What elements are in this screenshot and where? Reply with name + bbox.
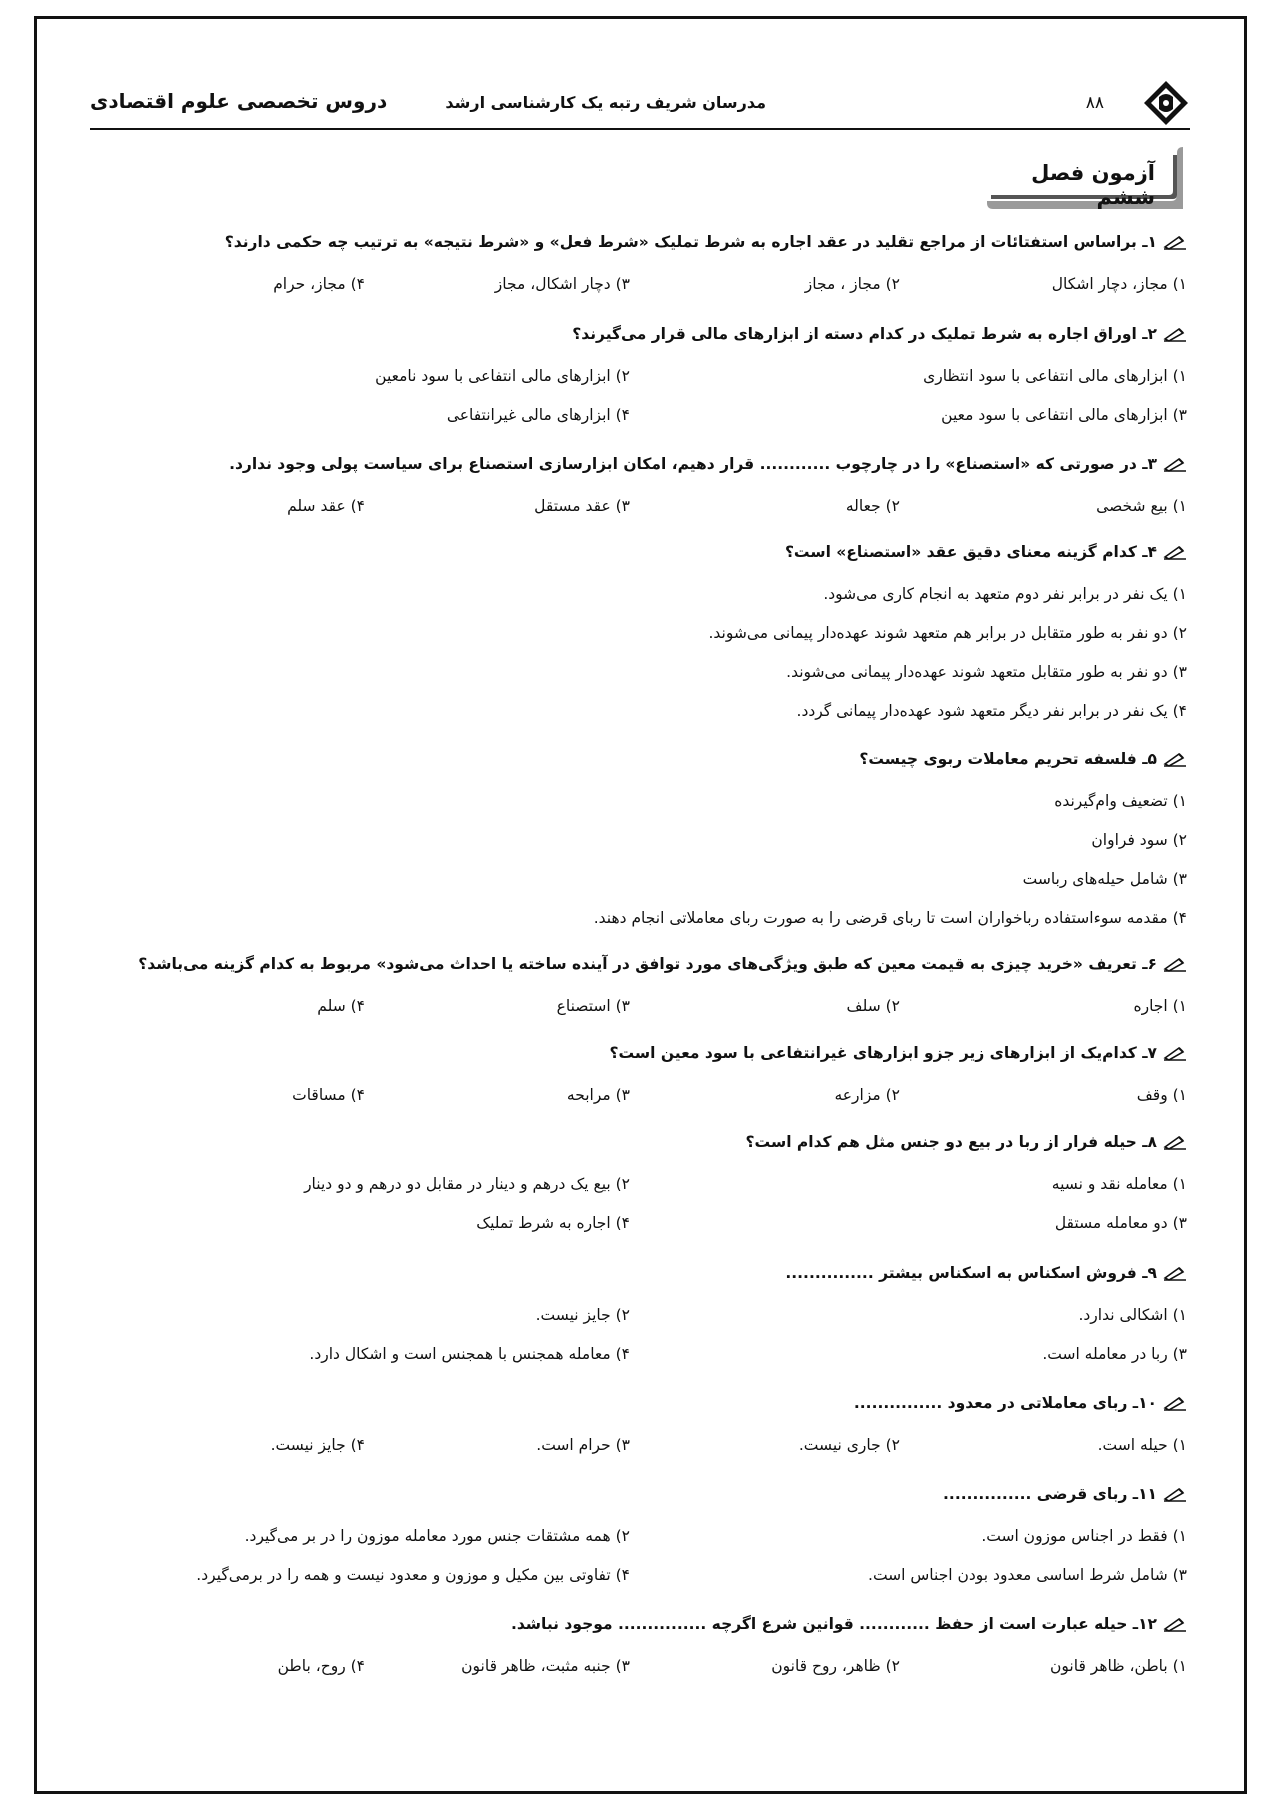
pen-icon bbox=[1163, 956, 1187, 972]
question-text: ۲ـ اوراق اجاره به شرط تملیک در کدام دسته از ابزارهای مالی قرار می‌گیرند؟ bbox=[572, 325, 1157, 343]
answer-option-3: ۳) عقد مستقل bbox=[534, 497, 630, 515]
answer-option-2: ۲) جاری نیست. bbox=[798, 1436, 900, 1454]
answer-option-1: ۱) تضعیف وام‌گیرنده bbox=[1054, 792, 1187, 810]
answer-option-3: ۳) جنبه مثبت، ظاهر قانون bbox=[461, 1657, 630, 1675]
section-heading bbox=[987, 145, 1183, 213]
question-stem bbox=[859, 750, 1187, 768]
pen-icon bbox=[1163, 1134, 1187, 1150]
pen-icon bbox=[1163, 1045, 1187, 1061]
answer-option-2: ۲) دو نفر به طور متقابل در برابر هم متعهد شوند عهده‌دار پیمانی می‌شوند. bbox=[708, 624, 1187, 642]
answer-option-4: ۴) روح، باطن bbox=[277, 1657, 365, 1675]
answer-option-3: ۳) دو نفر به طور متقابل متعهد شوند عهده‌دار پیمانی می‌شوند. bbox=[786, 663, 1187, 681]
answer-option-2: ۲) جعاله bbox=[845, 497, 900, 515]
answer-option-3: ۳) حرام است. bbox=[536, 1436, 630, 1454]
question-text: ۱ـ براساس استفتائات از مراجع تقلید در عقد اجاره به شرط تملیک «شرط فعل» و «شرط نتیجه» به ترتیب چه حکمی دارند؟ bbox=[224, 233, 1157, 251]
question-stem bbox=[225, 233, 1187, 251]
pen-icon bbox=[1163, 456, 1187, 472]
answer-option-2: ۲) ظاهر، روح قانون bbox=[771, 1657, 900, 1675]
answer-option-1: ۱) معامله نقد و نسیه bbox=[1051, 1175, 1187, 1193]
answer-option-4: ۴) تفاوتی بین مکیل و موزون و معدود نیست و همه را در برمی‌گیرد. bbox=[196, 1566, 630, 1584]
pen-icon bbox=[1163, 1265, 1187, 1281]
question-text: ۶ـ تعریف «خرید چیزی به قیمت معین که طبق ویژگی‌های مورد توافق در آینده ساخته یا احداث می‌شود» مربوط به کدام گزینه می‌باشد؟ bbox=[138, 955, 1157, 973]
answer-option-3: ۳) شامل حیله‌های رباست bbox=[1022, 870, 1187, 888]
answer-option-2: ۲) مجاز ، مجاز bbox=[804, 275, 900, 293]
answer-option-3: ۳) ابزارهای مالی انتفاعی با سود معین bbox=[941, 406, 1187, 424]
answer-option-1: ۱) اشکالی ندارد. bbox=[1078, 1306, 1187, 1324]
question-text: ۵ـ فلسفه تحریم معاملات ربوی چیست؟ bbox=[859, 750, 1157, 768]
question-stem bbox=[785, 1264, 1187, 1282]
answer-option-3: ۳) استصناع bbox=[556, 997, 630, 1015]
question-stem bbox=[746, 1133, 1187, 1151]
question-text: ۴ـ کدام گزینه معنای دقیق عقد «استصناع» است؟ bbox=[784, 543, 1157, 561]
answer-option-2: ۲) بیع یک درهم و دینار در مقابل دو درهم و دو دینار bbox=[304, 1175, 630, 1193]
publisher-logo-icon bbox=[1142, 79, 1190, 127]
answer-option-4: ۴) مساقات bbox=[292, 1086, 365, 1104]
answer-option-4: ۴) معامله همجنس با همجنس است و اشکال دارد. bbox=[309, 1345, 630, 1363]
question-text: ۱۱ـ ربای قرضی ............... bbox=[943, 1485, 1157, 1503]
answer-option-3: ۳) مرابحه bbox=[566, 1086, 630, 1104]
answer-option-1: ۱) حیله است. bbox=[1097, 1436, 1187, 1454]
question-text: ۸ـ حیله فرار از ربا در بیع دو جنس مثل هم کدام است؟ bbox=[745, 1133, 1157, 1151]
question-stem bbox=[138, 955, 1187, 973]
question-stem bbox=[943, 1485, 1187, 1503]
question-stem bbox=[511, 1615, 1187, 1633]
pen-icon bbox=[1163, 1616, 1187, 1632]
answer-option-1: ۱) باطن، ظاهر قانون bbox=[1050, 1657, 1187, 1675]
answer-option-2: ۲) مزارعه bbox=[834, 1086, 900, 1104]
pen-icon bbox=[1163, 544, 1187, 560]
header-rule bbox=[90, 128, 1190, 130]
answer-option-2: ۲) سود فراوان bbox=[1091, 831, 1187, 849]
page-number: ۸۸ bbox=[1085, 93, 1104, 113]
question-stem bbox=[854, 1394, 1187, 1412]
answer-option-4: ۴) مجاز، حرام bbox=[273, 275, 365, 293]
answer-option-4: ۴) ابزارهای مالی غیرانتفاعی bbox=[446, 406, 630, 424]
answer-option-2: ۲) همه مشتقات جنس مورد معامله موزون را در بر می‌گیرد. bbox=[244, 1527, 630, 1545]
answer-option-1: ۱) مجاز، دچار اشکال bbox=[1051, 275, 1187, 293]
answer-option-2: ۲) جایز نیست. bbox=[535, 1306, 630, 1324]
question-text: ۷ـ کدام‌یک از ابزارهای زیر جزو ابزارهای غیرانتفاعی با سود معین است؟ bbox=[609, 1044, 1157, 1062]
question-text: ۱۰ـ ربای معاملاتی در معدود ............... bbox=[853, 1394, 1157, 1412]
pen-icon bbox=[1163, 1395, 1187, 1411]
answer-option-3: ۳) دچار اشکال، مجاز bbox=[494, 275, 630, 293]
answer-option-1: ۱) اجاره bbox=[1133, 997, 1187, 1015]
question-stem bbox=[785, 543, 1187, 561]
question-text: ۹ـ فروش اسکناس به اسکناس بیشتر ............... bbox=[785, 1264, 1157, 1282]
answer-option-1: ۱) وقف bbox=[1136, 1086, 1187, 1104]
section-title: آزمون فصل ششم bbox=[1031, 161, 1155, 209]
question-stem bbox=[610, 1044, 1188, 1062]
answer-option-2: ۲) سلف bbox=[846, 997, 900, 1015]
answer-option-4: ۴) جایز نیست. bbox=[270, 1436, 365, 1454]
header-course-title: دروس تخصصی علوم اقتصادی bbox=[90, 89, 388, 113]
page-header bbox=[90, 75, 1190, 131]
answer-option-4: ۴) یک نفر در برابر نفر دیگر متعهد شود عهده‌دار پیمانی گردد. bbox=[796, 702, 1187, 720]
pen-icon bbox=[1163, 751, 1187, 767]
answer-option-3: ۳) ربا در معامله است. bbox=[1042, 1345, 1187, 1363]
question-stem bbox=[572, 325, 1187, 343]
answer-option-2: ۲) ابزارهای مالی انتفاعی با سود نامعین bbox=[375, 367, 630, 385]
answer-option-3: ۳) شامل شرط اساسی معدود بودن اجناس است. bbox=[868, 1566, 1187, 1584]
answer-option-4: ۴) مقدمه سوءاستفاده رباخواران است تا ربای قرضی را به صورت ربای معاملاتی انجام دهند. bbox=[593, 909, 1187, 927]
pen-icon bbox=[1163, 1486, 1187, 1502]
pen-icon bbox=[1163, 326, 1187, 342]
question-stem bbox=[229, 455, 1187, 473]
answer-option-4: ۴) اجاره به شرط تملیک bbox=[476, 1214, 630, 1232]
answer-option-1: ۱) یک نفر در برابر نفر دوم متعهد به انجام کاری می‌شود. bbox=[823, 585, 1187, 603]
answer-option-3: ۳) دو معامله مستقل bbox=[1054, 1214, 1187, 1232]
pen-icon bbox=[1163, 234, 1187, 250]
question-text: ۳ـ در صورتی که «استصناع» را در چارچوب ............ قرار دهیم، امکان ابزارسازی استصناع برای سیاست پولی وجود ندارد. bbox=[229, 455, 1157, 473]
answer-option-1: ۱) فقط در اجناس موزون است. bbox=[981, 1527, 1187, 1545]
answer-option-1: ۱) ابزارهای مالی انتفاعی با سود انتظاری bbox=[923, 367, 1187, 385]
header-center-text: مدرسان شریف رتبه یک کارشناسی ارشد bbox=[445, 93, 766, 112]
answer-option-4: ۴) سلم bbox=[317, 997, 365, 1015]
answer-option-1: ۱) بیع شخصی bbox=[1096, 497, 1187, 515]
question-text: ۱۲ـ حیله عبارت است از حفظ ............ قوانین شرع اگرچه ............... موجود نباشد. bbox=[510, 1615, 1157, 1633]
answer-option-4: ۴) عقد سلم bbox=[287, 497, 365, 515]
